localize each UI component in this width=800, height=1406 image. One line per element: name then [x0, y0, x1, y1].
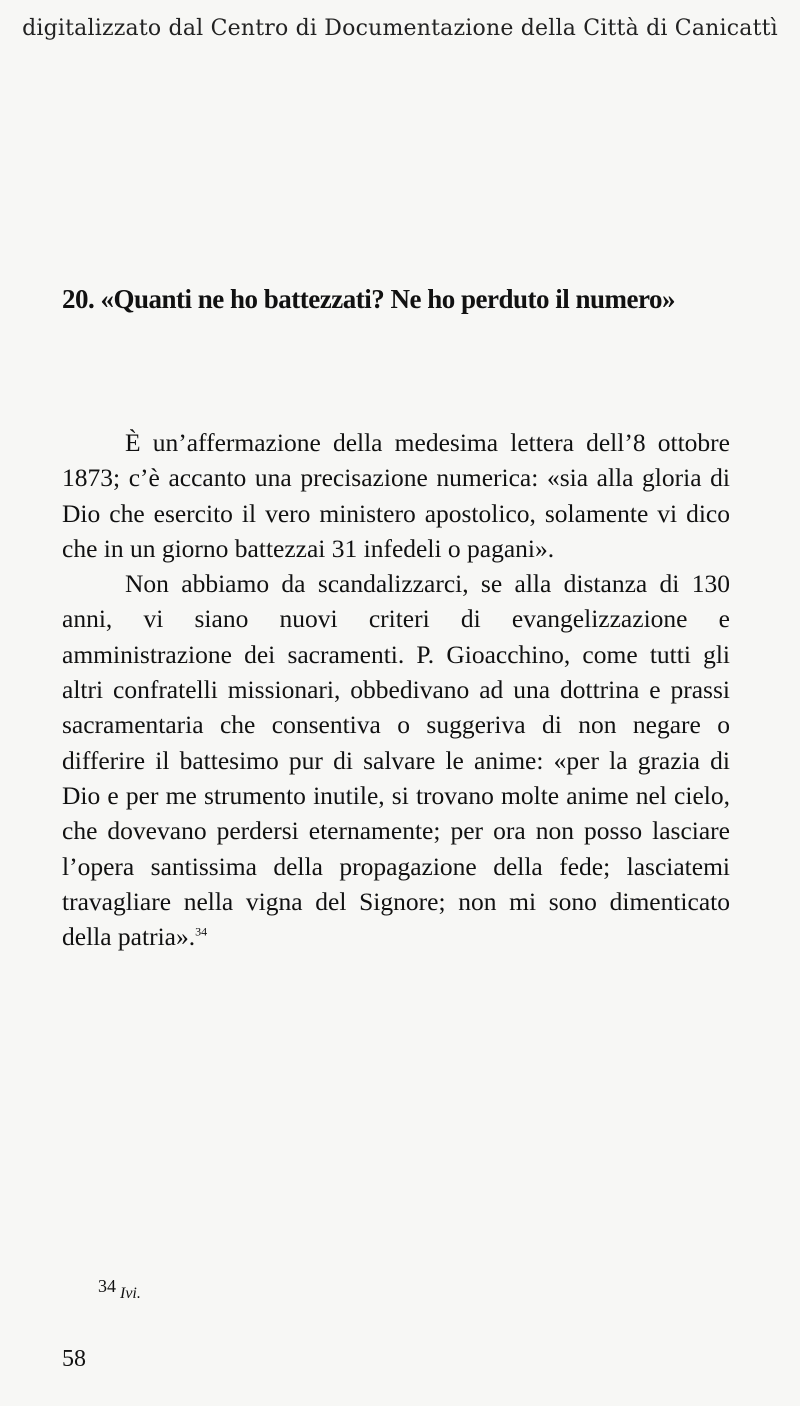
section-heading: 20. «Quanti ne ho battezzati? Ne ho perduto il numero» — [62, 284, 675, 314]
footnote — [98, 1276, 141, 1302]
digitization-watermark: digitalizzato dal Centro di Documentazione della Città di Canicattì — [22, 16, 778, 41]
paragraph-2-text: Non abbiamo da scandalizzarci, se alla distanza di 130 anni, vi siano nuovi criteri di evangelizzazione e amministrazione dei sacramenti. P. Gioacchino, come tutti gli altri confratelli missionari, obbedivano ad una dottrina e prassi sacramentaria che consentiva o suggeriva di non negare o differire il battesimo pur di salvare le anime: «per la grazia di Dio e per me strumento inutile, si trovano molte anime nel cielo, che dovevano perdersi eternamente; per ora non posso lasciare l’opera santissima della propagazione della fede; lasciatemi travagliare nella vigna del Signore; non mi sono dimenticato della patria». — [62, 569, 730, 952]
paragraph-1 — [62, 425, 730, 566]
paragraph-2 — [62, 566, 730, 954]
paragraph-1-text: È un’affermazione della medesima lettera dell’8 ottobre 1873; c’è accanto una precisazione numerica: «sia alla gloria di Dio che esercito il vero ministero apostolico, solamente vi dico che in un giorno battezzai 31 infedeli o pagani». — [62, 428, 730, 563]
body-text — [62, 425, 730, 954]
page-number: 58 — [62, 1346, 86, 1372]
footnote-text: Ivi. — [120, 1285, 141, 1302]
footnote-number: 34 — [98, 1276, 116, 1296]
footnote-reference: 34 — [195, 924, 208, 939]
